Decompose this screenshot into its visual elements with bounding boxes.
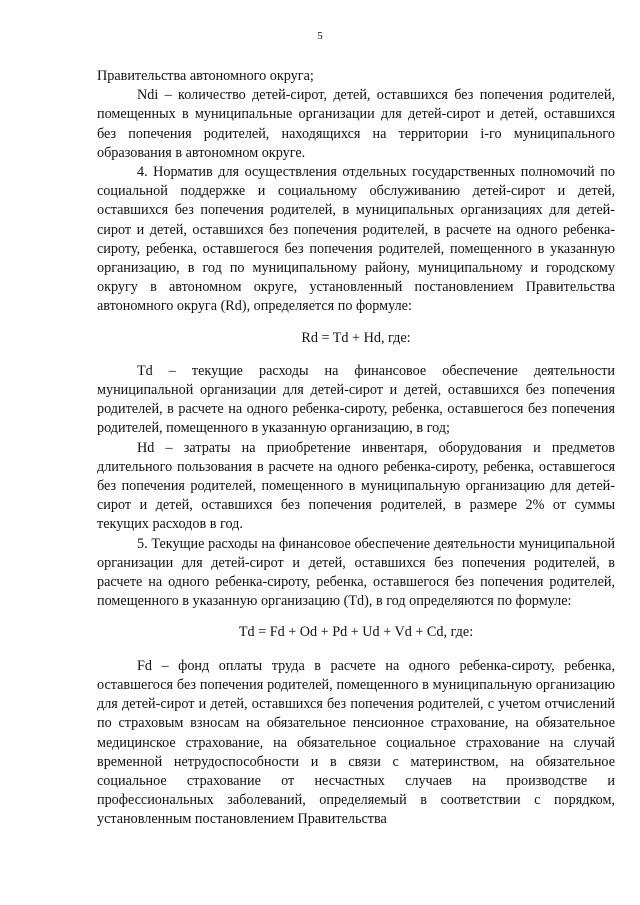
paragraph-item-5: 5. Текущие расходы на финансовое обеспечение деятельности муниципальной организации для детей-сирот и детей, оставшихся без попечения родителей, в расчете на одного ребенка-сироту, ребенка, оставшегося без попечения родителей, помещенного в указанную организацию (Td), в год определяются по формуле: bbox=[97, 535, 615, 610]
paragraph-hd-definition: Hd – затраты на приобретение инвентаря, оборудования и предметов длительного пользования в расчете на одного ребенка-сироту, ребенка, оставшегося без попечения родителей, помещенного в муниципальную организацию для детей-сирот и детей, оставшихся без попечения родителей, в размере 2% от суммы текущих расходов в год. bbox=[97, 439, 615, 533]
formula-td: Td = Fd + Od + Pd + Ud + Vd + Cd, где: bbox=[238, 624, 474, 641]
paragraph-continuation: Правительства автономного округа; bbox=[97, 68, 314, 84]
paragraph-fd-definition: Fd – фонд оплаты труда в расчете на одного ребенка-сироту, ребенка, оставшегося без попечения родителей, помещенного в муниципальную организацию для детей-сирот и детей, оставшихся без попечения родителей, с учетом отчислений по страховым взносам на обязательное пенсионное страхование, на обязательное медицинское страхование, на обязательное социальное страхование на случай временной нетрудоспособности и в связи с материнством, на обязательное социальное страхование от несчастных случаев на производстве и профессиональных заболеваний, определяемый в соответствии с порядком, установленным постановлением Правительства bbox=[97, 657, 615, 828]
paragraph-ndi-definition: Ndi – количество детей-сирот, детей, оставшихся без попечения родителей, помещенных в муниципальные организации для детей-сирот и детей, оставшихся без попечения родителей, находящихся на территории i-го муниципального образования в автономном округе. bbox=[97, 87, 615, 161]
page-number: 5 bbox=[317, 30, 323, 42]
document-body bbox=[97, 67, 615, 830]
formula-rd: Rd = Td + Hd, где: bbox=[301, 329, 411, 346]
paragraph-item-4: 4. Норматив для осуществления отдельных государственных полномочий по социальной поддержке и социальному обслуживанию детей-сирот и детей, оставшихся без попечения родителей, в муниципальных организациях для детей-сирот и детей, оставшихся без попечения родителей, в расчете на одного ребенка-сироту, ребенка, оставшегося без попечения родителей, помещенного в указанную организацию, в год по муниципальному району, муниципальному и городскому округу в автономном округе, установленный постановлением Правительства автономного округа (Rd), определяется по формуле: bbox=[97, 164, 615, 315]
paragraph-td-definition: Td – текущие расходы на финансовое обеспечение деятельности муниципальной организации для детей-сирот и детей, оставшихся без попечения родителей, в расчете на одного ребенка-сироту, ребенка, оставшегося без попечения родителей, помещенного в указанную организацию, в год; bbox=[97, 362, 615, 437]
